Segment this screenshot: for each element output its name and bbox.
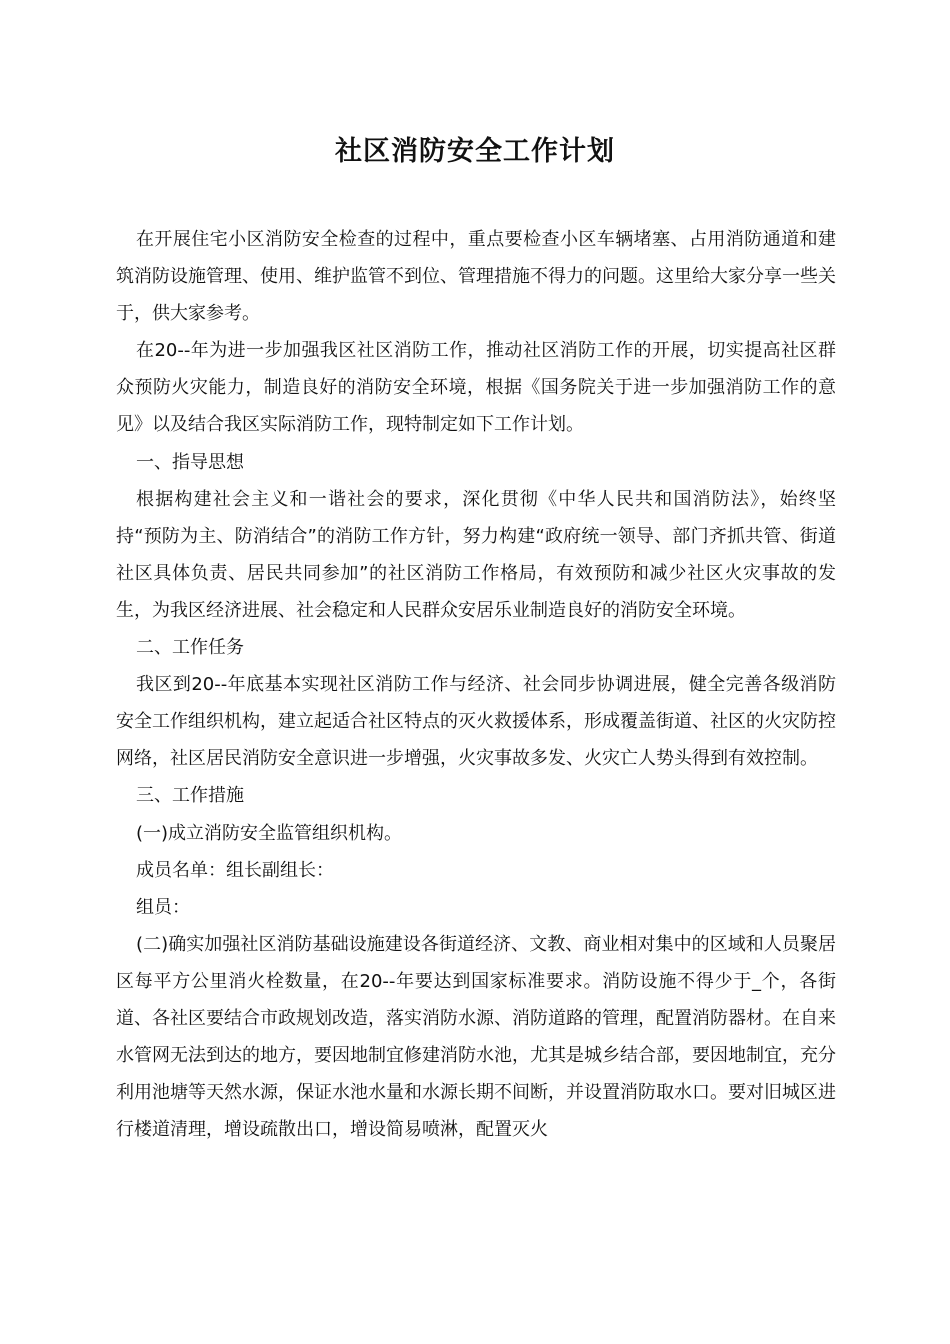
document-body	[116, 221, 836, 1148]
paragraph-infrastructure: (二)确实加强社区消防基础设施建设各街道经济、文教、商业相对集中的区域和人员聚居区每平方公里消火栓数量，在20--年要达到国家标准要求。消防设施不得少于_个，各街道、各社区要结合市政规划改造，落实消防水源、消防道路的管理，配置消防器材。在自来水管网无法到达的地方，要因地制宜修建消防水池，尤其是城乡结合部，要因地制宜，充分利用池塘等天然水源，保证水池水量和水源长期不间断，并设置消防取水口。要对旧城区进行楼道清理，增设疏散出口，增设简易喷淋，配置灭火	[116, 933, 836, 1141]
subsection-heading-organization: (一)成立消防安全监管组织机构。	[136, 822, 403, 844]
paragraph-guiding-ideology: 根据构建社会主义和一谐社会的要求，深化贯彻《中华人民共和国消防法》，始终坚持“预防为主、防消结合”的消防工作方针，努力构建“政府统一领导、部门齐抓共管、街道社区具体负责、居民共同参加”的社区消防工作格局，有效预防和减少社区火灾事故的发生，为我区经济进展、社会稳定和人民群众安居乐业制造良好的消防安全环境。	[116, 488, 836, 621]
paragraph-intro: 在开展住宅小区消防安全检查的过程中，重点要检查小区车辆堵塞、占用消防通道和建筑消防设施管理、使用、维护监管不到位、管理措施不得力的问题。这里给大家分享一些关于，供大家参考。	[116, 229, 836, 325]
section-heading-work-measures: 三、工作措施	[136, 785, 244, 807]
paragraph-work-tasks: 我区到20--年底基本实现社区消防工作与经济、社会同步协调进展，健全完善各级消防安全工作组织机构，建立起适合社区特点的灭火救援体系，形成覆盖街道、社区的火灾防控网络，社区居民消防安全意识进一步增强，火灾事故多发、火灾亡人势头得到有效控制。	[116, 674, 836, 770]
paragraph-members: 组员：	[136, 896, 190, 918]
section-heading-work-tasks: 二、工作任务	[136, 637, 244, 659]
paragraph-background: 在20--年为进一步加强我区社区消防工作，推动社区消防工作的开展，切实提高社区群众预防火灾能力，制造良好的消防安全环境，根据《国务院关于进一步加强消防工作的意见》以及结合我区实际消防工作，现特制定如下工作计划。	[116, 340, 836, 436]
document-title: 社区消防安全工作计划	[335, 136, 615, 167]
section-heading-guiding-ideology: 一、指导思想	[136, 451, 244, 473]
paragraph-member-list: 成员名单：组长副组长：	[136, 859, 334, 881]
